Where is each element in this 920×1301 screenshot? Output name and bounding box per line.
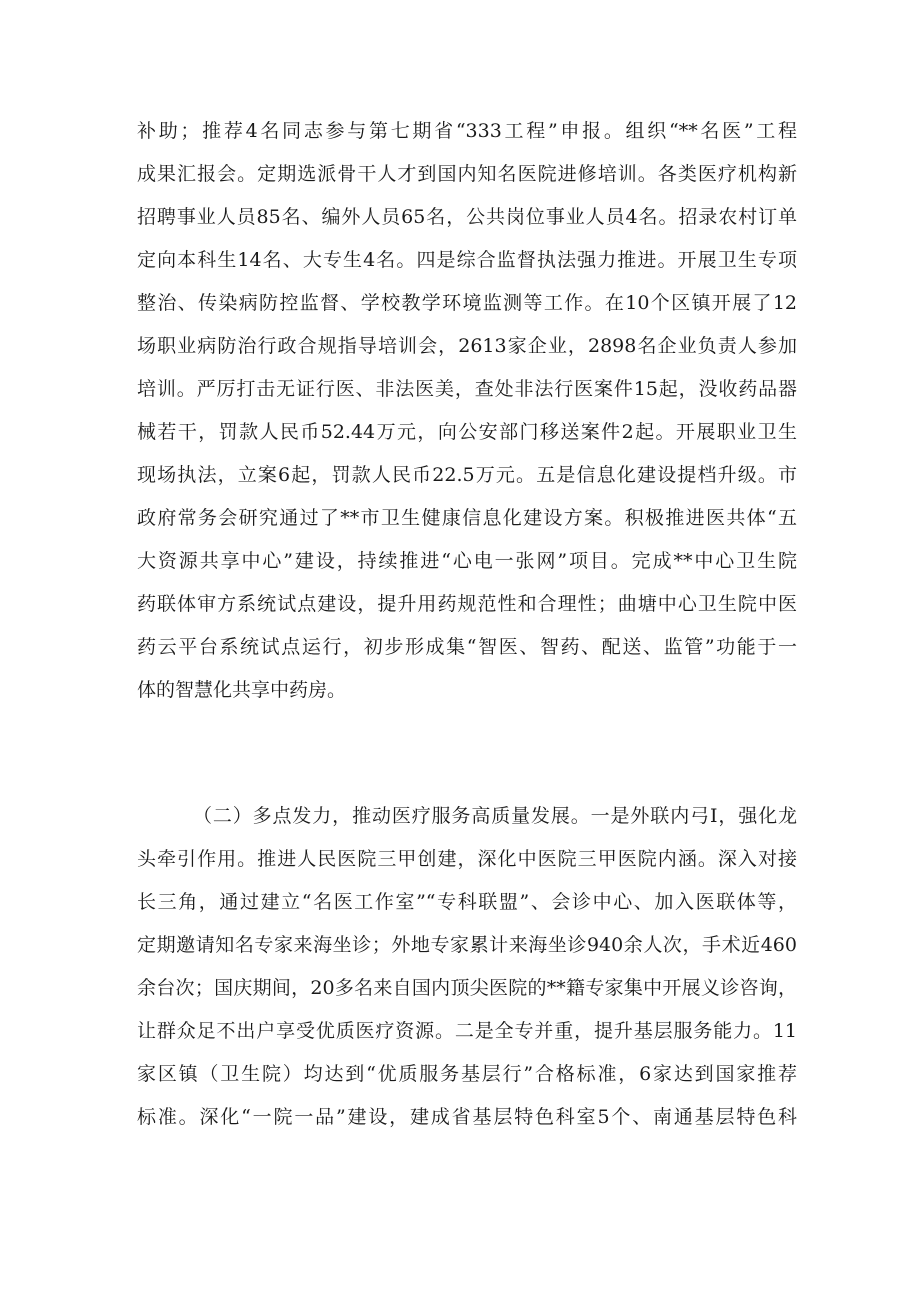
text-line: 场职业病防治行政合规指导培训会，2613家企业，2898名企业负责人参加 [137, 335, 797, 357]
text-line: 长三角，通过建立“名医工作室”“专科联盟”、会诊中心、加入医联体等， [137, 891, 797, 913]
paragraph-1 [137, 110, 797, 712]
text-line: 头牵引作用。推进人民医院三甲创建，深化中医院三甲医院内涵。深入对接 [137, 848, 797, 870]
text-line: 成果汇报会。定期选派骨干人才到国内知名医院进修培训。各类医疗机构新 [137, 163, 797, 185]
text-line: 药云平台系统试点运行，初步形成集“智医、智药、配送、监管”功能于一 [137, 636, 797, 658]
text-line: 大资源共享中心”建设，持续推进“心电一张网”项目。完成**中心卫生院 [137, 550, 797, 572]
text-line: 械若干，罚款人民币52.44万元，向公安部门移送案件2起。开展职业卫生 [137, 421, 797, 443]
text-line: 招聘事业人员85名、编外人员65名，公共岗位事业人员4名。招录农村订单 [137, 206, 797, 228]
text-line: 让群众足不出户享受优质医疗资源。二是全专并重，提升基层服务能力。11 [137, 1020, 797, 1042]
text-line: 现场执法，立案6起，罚款人民币22.5万元。五是信息化建设提档升级。市 [137, 464, 797, 486]
text-line: 补助；推荐4名同志参与第七期省“333工程”申报。组织“**名医”工程 [137, 120, 797, 142]
text-line: 培训。严厉打击无证行医、非法医美，查处非法行医案件15起，没收药品器 [137, 378, 797, 400]
text-line: 家区镇（卫生院）均达到“优质服务基层行”合格标准，6家达到国家推荐 [137, 1063, 797, 1085]
text-line: 定向本科生14名、大专生4名。四是综合监督执法强力推进。开展卫生专项 [137, 249, 797, 271]
text-line: 体的智慧化共享中药房。 [137, 679, 347, 701]
text-line: 标准。深化“一院一品”建设，建成省基层特色科室5个、南通基层特色科 [137, 1106, 797, 1128]
text-line: 余台次；国庆期间，20多名来自国内顶尖医院的**籍专家集中开展义诊咨询， [137, 977, 797, 999]
paragraph-2 [137, 795, 797, 1139]
text-line: （二）多点发力，推动医疗服务高质量发展。一是外联内弓I，强化龙 [193, 805, 797, 827]
text-line: 整治、传染病防控监督、学校教学环境监测等工作。在10个区镇开展了12 [137, 292, 797, 314]
text-line: 药联体审方系统试点建设，提升用药规范性和合理性；曲塘中心卫生院中医 [137, 593, 797, 615]
text-line: 政府常务会研究通过了**市卫生健康信息化建设方案。积极推进医共体“五 [137, 507, 797, 529]
text-line: 定期邀请知名专家来海坐诊；外地专家累计来海坐诊940余人次，手术近460 [137, 934, 797, 956]
